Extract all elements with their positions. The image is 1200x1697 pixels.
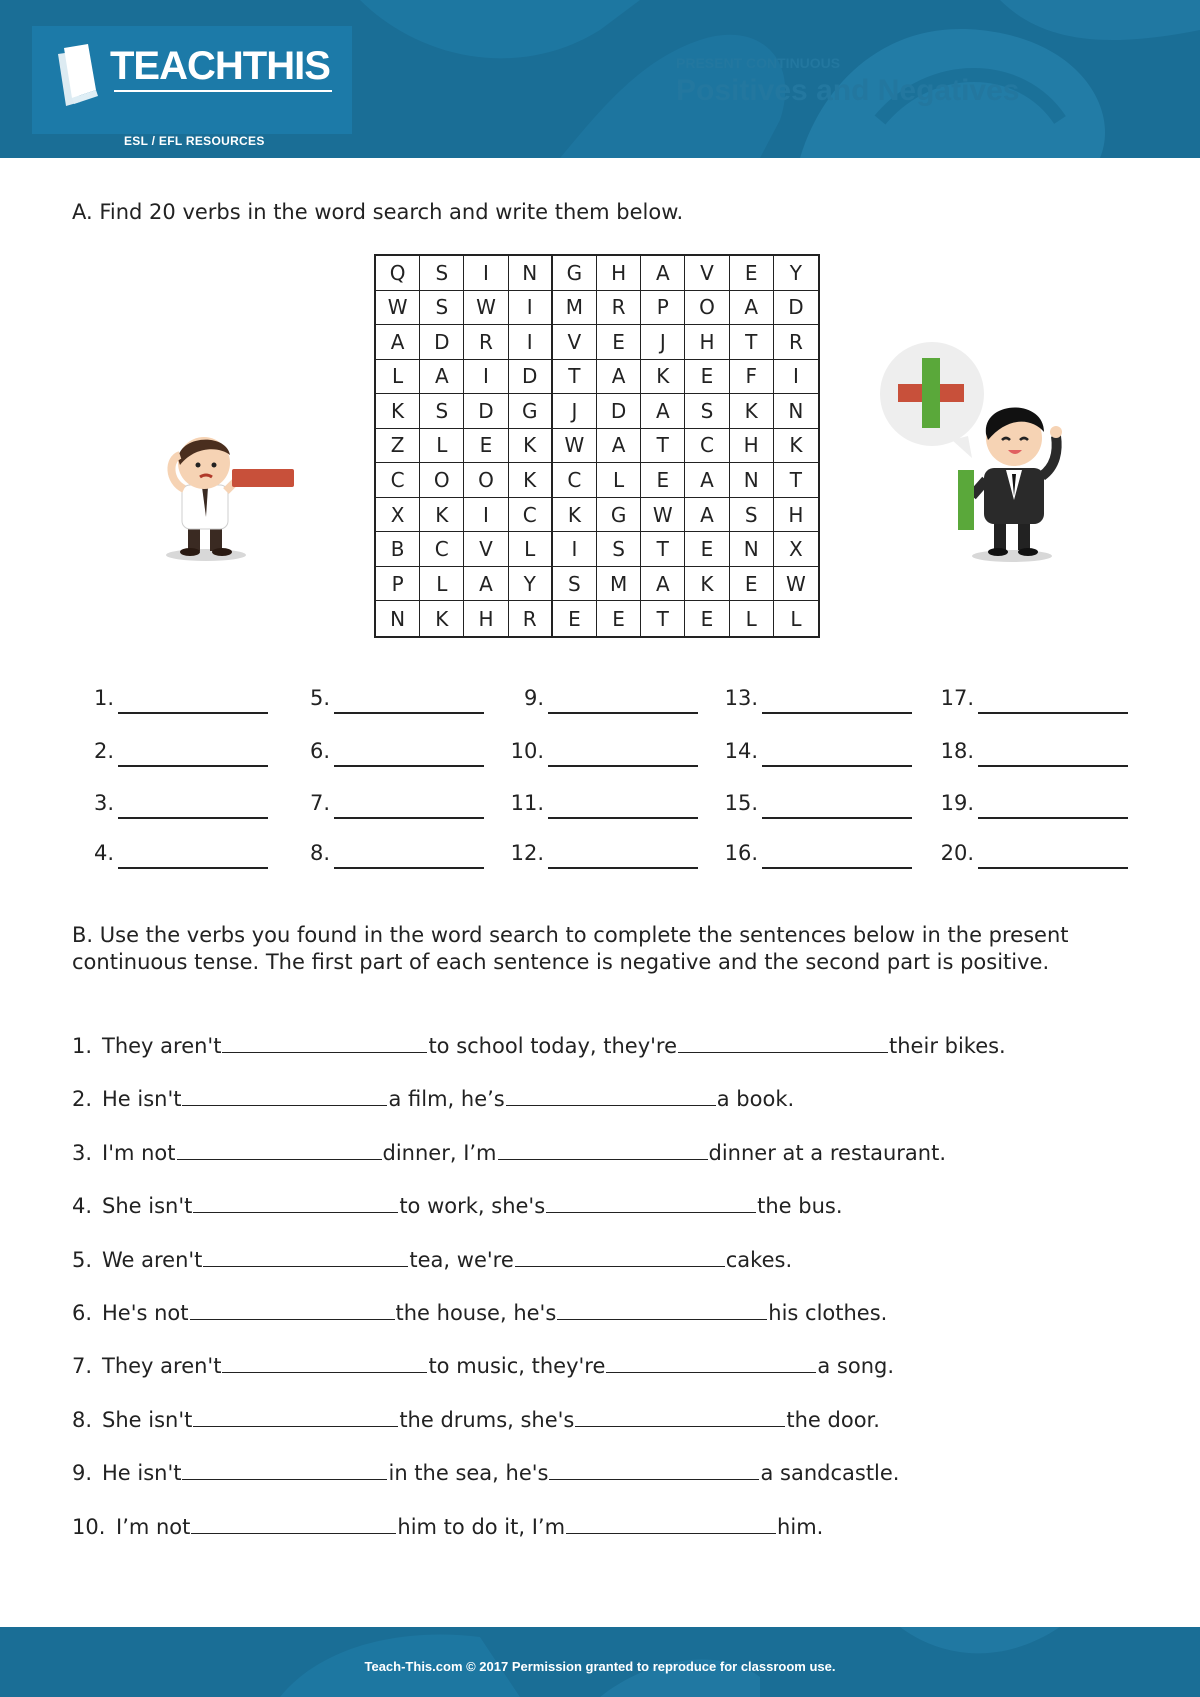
fill-blank-positive[interactable] [566, 1515, 776, 1534]
grid-cell: L [730, 601, 774, 636]
grid-cell: K [376, 394, 420, 429]
answer-blank[interactable] [716, 684, 916, 714]
grid-cell: D [774, 291, 818, 326]
fill-blank-positive[interactable] [549, 1461, 759, 1480]
answer-number: 19. [940, 791, 974, 815]
grid-cell: T [774, 463, 818, 498]
grid-cell: Q [376, 256, 420, 291]
answer-blank[interactable] [288, 789, 488, 819]
sentence-text-negative: They aren't [102, 1034, 222, 1058]
grid-cell: I [464, 498, 508, 533]
answer-blank[interactable] [288, 737, 488, 767]
sentence-text-middle: tea, we're [409, 1247, 514, 1272]
answer-blank[interactable] [72, 839, 272, 869]
sentence-text-negative: We aren't [102, 1247, 203, 1272]
answer-blank[interactable] [72, 789, 272, 819]
grid-cell: E [597, 601, 641, 636]
sentence-text-end: cakes. [725, 1247, 793, 1272]
answer-number: 14. [724, 739, 758, 763]
sentence-text-negative: She isn't [102, 1194, 193, 1219]
grid-cell: T [730, 325, 774, 360]
grid-cell: K [774, 429, 818, 464]
fill-blank-positive[interactable] [678, 1034, 888, 1053]
grid-cell: I [774, 360, 818, 395]
grid-cell: J [553, 394, 597, 429]
grid-cell: P [641, 291, 685, 326]
sentence-text-middle: dinner, I’m [382, 1140, 497, 1165]
grid-cell: H [685, 325, 729, 360]
sentence [72, 1515, 823, 1539]
logo[interactable] [32, 26, 352, 134]
grid-cell: T [553, 360, 597, 395]
answer-blank[interactable] [932, 684, 1132, 714]
grid-cell: N [376, 601, 420, 636]
answer-blank[interactable] [716, 839, 916, 869]
grid-cell: O [420, 463, 464, 498]
sentence [72, 1248, 792, 1272]
answer-blank[interactable] [72, 737, 272, 767]
answer-blank[interactable] [502, 789, 702, 819]
grid-cell: W [641, 498, 685, 533]
grid-cell: S [597, 532, 641, 567]
grid-cell: F [730, 360, 774, 395]
sentence-text-end: dinner at a restaurant. [708, 1140, 947, 1165]
grid-cell: H [730, 429, 774, 464]
grid-cell: I [509, 325, 553, 360]
grid-cell: L [790, 606, 802, 631]
answer-blank[interactable] [716, 789, 916, 819]
sentence-text-end: a book. [716, 1087, 795, 1112]
grid-cell: O [685, 291, 729, 326]
sentence-text-end: a song. [817, 1354, 895, 1379]
answer-line[interactable] [548, 712, 698, 714]
sentence-number: 2. [72, 1087, 93, 1112]
grid-cell: S [730, 498, 774, 533]
grid-cell: N [730, 532, 774, 567]
grid-cell: R [774, 325, 818, 360]
section-b-instruction: B. Use the verbs you found in the word search to complete the sentences below in the present continuous tense. The first part of each sentence is negative and the second part is positive. [72, 923, 1069, 974]
sentence-number: 7. [72, 1354, 93, 1379]
grid-cell: T [641, 429, 685, 464]
grid-cell: S [553, 567, 597, 602]
grid-cell: I [464, 360, 508, 395]
grid-cell: G [509, 394, 553, 429]
answer-line[interactable] [334, 817, 484, 819]
answer-line[interactable] [334, 867, 484, 869]
grid-cell: A [685, 498, 729, 533]
answer-number: 9. [523, 686, 544, 710]
sentence [72, 1141, 946, 1165]
fill-blank-negative[interactable] [182, 1087, 387, 1106]
worksheet-title: Positives and Negatives [676, 74, 1020, 107]
fill-blank-positive[interactable] [606, 1354, 816, 1373]
grid-cell: A [730, 291, 774, 326]
answer-number: 7. [309, 791, 330, 815]
answer-line[interactable] [118, 765, 268, 767]
grid-cell: B [376, 532, 420, 567]
logo-underline [114, 90, 332, 92]
grid-cell: K [641, 360, 685, 395]
grid-cell: N [509, 256, 553, 291]
answer-number: 1. [93, 686, 114, 710]
grid-cell: S [420, 394, 464, 429]
grid-cell: E [464, 429, 508, 464]
grid-cell: T [641, 532, 685, 567]
sentence [72, 1194, 843, 1218]
grid-cell: C [376, 463, 420, 498]
grid-cell: A [685, 463, 729, 498]
page-header [0, 0, 1200, 158]
answer-line[interactable] [118, 817, 268, 819]
grid-cell: H [464, 601, 508, 636]
sentence-text-negative: He isn't [102, 1461, 182, 1486]
grid-cell: C [685, 429, 729, 464]
grid-cell: D [509, 360, 553, 395]
grid-cell: W [774, 567, 818, 602]
sentence-number: 1. [72, 1034, 93, 1058]
answer-line[interactable] [548, 817, 698, 819]
grid-cell: D [464, 394, 508, 429]
grid-cell: X [774, 532, 818, 567]
word-search-grid [374, 254, 820, 638]
grid-cell: H [597, 256, 641, 291]
answer-line[interactable] [334, 765, 484, 767]
grid-cell: A [641, 567, 685, 602]
answer-line[interactable] [762, 867, 912, 869]
sentence [72, 1408, 880, 1432]
grid-cell: N [774, 394, 818, 429]
answer-blank[interactable] [502, 684, 702, 714]
grid-cell: L [376, 360, 420, 395]
grid-cell: G [597, 498, 641, 533]
sentence-text-end: his clothes. [768, 1301, 888, 1325]
grid-cell: L [420, 429, 464, 464]
grid-cell: A [376, 325, 420, 360]
sentence-number: 6. [72, 1301, 93, 1325]
grid-cell: O [464, 463, 508, 498]
sentence [72, 1461, 899, 1485]
fill-blank-positive[interactable] [557, 1301, 767, 1320]
answer-blanks [72, 684, 1132, 884]
grid-cell: X [376, 498, 420, 533]
answer-blank[interactable] [288, 684, 488, 714]
answer-number: 6. [309, 739, 330, 763]
answer-blank[interactable] [716, 737, 916, 767]
sentence [72, 1034, 1006, 1058]
sentence-text-middle: to work, she's [399, 1194, 546, 1219]
answer-blank[interactable] [932, 737, 1132, 767]
grid-cell: T [641, 601, 685, 636]
answer-line[interactable] [978, 817, 1128, 819]
sentence-text-negative: I'm not [102, 1140, 176, 1165]
sentence-text-middle: the house, he's [395, 1301, 557, 1325]
grid-cell: L [509, 532, 553, 567]
page-footer [0, 1627, 1200, 1697]
sentence-text-middle: him to do it, I’m [397, 1514, 566, 1539]
answer-number: 8. [309, 841, 330, 865]
grid-cell: S [420, 291, 464, 326]
answer-line[interactable] [762, 765, 912, 767]
answer-number: 17. [940, 686, 974, 710]
answer-line[interactable] [762, 817, 912, 819]
grid-cell: L [597, 463, 641, 498]
grid-cell: H [774, 498, 818, 533]
grid-cell: D [420, 325, 464, 360]
sentence-text-negative: I’m not [116, 1514, 191, 1539]
answer-blank[interactable] [932, 789, 1132, 819]
fill-blank-negative[interactable] [190, 1301, 395, 1320]
sentence-text-middle: the drums, she's [399, 1407, 575, 1432]
answer-number: 5. [309, 686, 330, 710]
sentence-number: 9. [72, 1461, 93, 1486]
fill-blank-negative[interactable] [203, 1248, 408, 1267]
sentence-number: 3. [72, 1140, 93, 1165]
answer-line[interactable] [118, 867, 268, 869]
grid-cell: K [420, 498, 464, 533]
fill-blank-positive[interactable] [498, 1141, 708, 1160]
sentence-text-negative: They aren't [102, 1354, 222, 1379]
fill-blank-positive[interactable] [506, 1087, 716, 1106]
sentence-text-negative: She isn't [102, 1407, 193, 1432]
answer-number: 20. [940, 841, 974, 865]
sentence-number: 10. [72, 1514, 106, 1539]
sentence-text-middle: a film, he’s [388, 1087, 505, 1112]
sentence-number: 8. [72, 1407, 93, 1432]
logo-subtitle: ESL / EFL RESOURCES [124, 134, 265, 148]
fill-blank-positive[interactable] [546, 1194, 756, 1213]
answer-number: 18. [940, 739, 974, 763]
answer-number: 12. [510, 841, 544, 865]
sentence [72, 1301, 887, 1325]
sentence-text-middle: in the sea, he's [388, 1461, 549, 1486]
grid-cell: E [685, 360, 729, 395]
sentence [72, 1087, 794, 1111]
grid-cell: E [597, 325, 641, 360]
logo-wordmark: TEACHTHIS [110, 44, 330, 88]
grid-cell: A [420, 360, 464, 395]
grid-cell: I [509, 291, 553, 326]
answer-number: 3. [93, 791, 114, 815]
section-a-instruction: A. Find 20 verbs in the word search and write them below. [72, 200, 684, 224]
answer-line[interactable] [118, 712, 268, 714]
sentence-text-end: a sandcastle. [760, 1461, 900, 1486]
grid-cell: K [420, 601, 464, 636]
grid-cell: P [376, 567, 420, 602]
sentence-text-negative: He isn't [102, 1087, 182, 1112]
fill-blank-negative[interactable] [193, 1408, 398, 1427]
fill-blank-negative[interactable] [191, 1515, 396, 1534]
grid-cell: R [509, 601, 553, 636]
worried-businessman-minus-illustration [140, 425, 310, 565]
grid-cell: R [464, 325, 508, 360]
grid-cell: J [641, 325, 685, 360]
grid-cell: V [553, 325, 597, 360]
fill-blank-negative[interactable] [182, 1461, 387, 1480]
grid-cell: K [553, 498, 597, 533]
sentence-text-end: him. [777, 1514, 824, 1539]
grid-cell: K [509, 463, 553, 498]
grid-cell: A [597, 360, 641, 395]
answer-number: 2. [93, 739, 114, 763]
answer-line[interactable] [978, 712, 1128, 714]
grid-cell: G [553, 256, 597, 291]
answer-blank[interactable] [288, 839, 488, 869]
grid-cell: K [685, 567, 729, 602]
answer-number: 16. [724, 841, 758, 865]
grid-cell: Y [509, 567, 553, 602]
grid-cell: S [685, 394, 729, 429]
answer-number: 13. [724, 686, 758, 710]
sentence-text-middle: to school today, they're [428, 1034, 678, 1058]
sentence-text-end: the bus. [757, 1194, 843, 1219]
grid-cell: A [597, 429, 641, 464]
grid-cell: W [464, 291, 508, 326]
sentence-text-middle: to music, they're [428, 1354, 606, 1379]
answer-line[interactable] [548, 867, 698, 869]
fill-blank-negative[interactable] [222, 1354, 427, 1373]
answer-line[interactable] [978, 765, 1128, 767]
sentence-number: 4. [72, 1194, 93, 1219]
copyright-notice: Teach-This.com © 2017 Permission granted to reproduce for classroom use. [364, 1659, 836, 1674]
grid-cell: E [685, 601, 729, 636]
answer-line[interactable] [762, 712, 912, 714]
fill-blank-positive[interactable] [575, 1408, 785, 1427]
grid-cell: K [509, 429, 553, 464]
grid-cell: A [464, 567, 508, 602]
grid-cell: V [464, 532, 508, 567]
grid-cell: E [641, 463, 685, 498]
grid-cell: M [597, 567, 641, 602]
grid-cell: E [685, 532, 729, 567]
happy-businessman-plus-illustration [872, 340, 1092, 570]
grid-cell: Y [774, 256, 818, 291]
sentence-number: 5. [72, 1247, 93, 1272]
fill-blank-negative[interactable] [193, 1194, 398, 1213]
grid-cell: K [730, 394, 774, 429]
answer-blank[interactable] [932, 839, 1132, 869]
grid-cell: E [553, 601, 597, 636]
fill-blank-negative[interactable] [177, 1141, 382, 1160]
grid-cell: N [730, 463, 774, 498]
answer-blank[interactable] [72, 684, 272, 714]
grid-cell: D [597, 394, 641, 429]
grid-cell: M [553, 291, 597, 326]
grid-cell: R [597, 291, 641, 326]
answer-number: 11. [510, 791, 544, 815]
grid-cell: E [730, 256, 774, 291]
grid-cell: I [464, 256, 508, 291]
sentence-text-negative: He's not [102, 1301, 189, 1325]
answer-blank[interactable] [502, 839, 702, 869]
answer-number: 10. [510, 739, 544, 763]
grid-cell: L [420, 567, 464, 602]
fill-blank-positive[interactable] [515, 1248, 725, 1267]
answer-line[interactable] [334, 712, 484, 714]
answer-number: 4. [93, 841, 114, 865]
sentence [72, 1354, 894, 1378]
worksheet-topic: PRESENT CONTINUOUS [676, 55, 841, 71]
grid-cell: C [553, 463, 597, 498]
book-logo-icon [54, 40, 106, 110]
grid-cell: Z [376, 429, 420, 464]
answer-line[interactable] [978, 867, 1128, 869]
answer-line[interactable] [548, 765, 698, 767]
grid-cell: S [420, 256, 464, 291]
grid-cell: I [553, 532, 597, 567]
sentence-text-end: their bikes. [889, 1034, 1006, 1058]
answer-blank[interactable] [502, 737, 702, 767]
sentence-text-end: the door. [786, 1407, 880, 1432]
grid-cell: A [641, 394, 685, 429]
grid-cell: E [730, 567, 774, 602]
grid-cell: C [509, 498, 553, 533]
grid-cell: C [420, 532, 464, 567]
grid-cell: W [376, 291, 420, 326]
grid-cell: A [641, 256, 685, 291]
grid-cell: V [685, 256, 729, 291]
fill-blank-negative[interactable] [222, 1034, 427, 1053]
answer-number: 15. [724, 791, 758, 815]
grid-cell: W [553, 429, 597, 464]
